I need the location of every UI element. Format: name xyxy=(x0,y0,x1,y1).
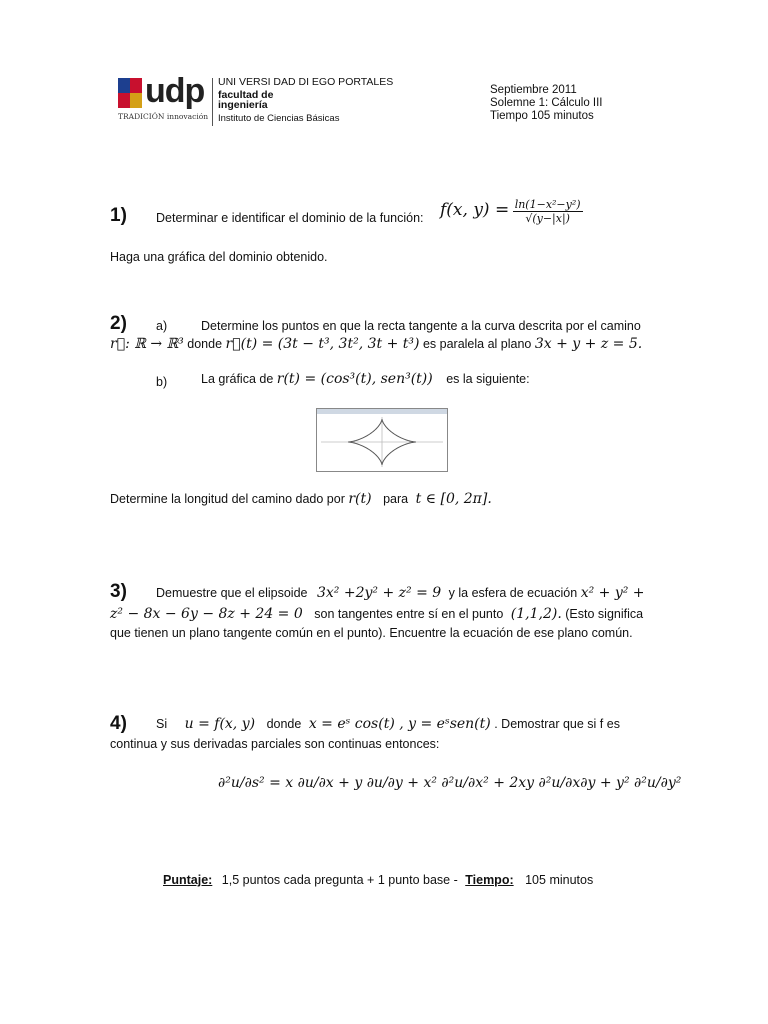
footer-line xyxy=(163,873,593,887)
q2b-siguiente: es la siguiente: xyxy=(446,372,530,386)
q2a-plane: 3x + y + z = 5. xyxy=(534,336,643,352)
q2b-line xyxy=(201,371,530,387)
faculty-line2: ingeniería xyxy=(218,99,268,111)
q3-line1 xyxy=(156,585,645,601)
q4-number: 4) xyxy=(110,713,127,734)
q4-si: Si xyxy=(156,717,168,731)
q2-length-line xyxy=(110,491,492,507)
q3-ellipsoid: 3x² +2y² + z² = 9 xyxy=(316,585,442,601)
q4-equation: ∂²u/∂s² = x ∂u/∂x + y ∂u/∂y + x² ∂²u/∂x² + 2xy ∂²u/∂x∂y + y² ∂²u/∂y² xyxy=(218,775,682,791)
q1-number: 1) xyxy=(110,205,127,226)
puntaje-text: 1,5 puntos cada pregunta + 1 punto base - xyxy=(221,873,458,887)
q2a-map: r⃗: ℝ → ℝ³ xyxy=(110,336,184,352)
exam-title: Solemne 1: Cálculo III xyxy=(490,97,603,109)
q3-line2 xyxy=(110,606,643,622)
university-name: UNI VERSI DAD DI EGO PORTALES xyxy=(218,76,394,88)
university-shield-icon xyxy=(118,78,142,108)
q2b-text: La gráfica de xyxy=(201,372,274,386)
exam-date: Septiembre 2011 xyxy=(490,84,577,96)
udp-logo xyxy=(118,72,214,126)
tiempo-label: Tiempo: xyxy=(465,873,514,887)
q1-formula-denominator: √(y−|x|) xyxy=(525,212,570,225)
logo-tagline: TRADICIÓN innovación xyxy=(118,112,209,121)
q2a-donde: donde xyxy=(187,337,223,351)
q1-formula-lhs: f(x, y) = xyxy=(440,199,510,220)
q3-sphere-a: x² + y² + xyxy=(580,585,645,601)
q2a-label: a) xyxy=(156,319,168,333)
q3-sphere-b: z² − 8x − 6y − 8z + 24 = 0 xyxy=(110,606,303,622)
q3-line1-b: y la esfera de ecuación xyxy=(448,586,578,600)
q4-substitutions: x = eˢ cos(t) , y = eˢsen(t) xyxy=(308,716,491,732)
q4-line1 xyxy=(156,716,620,732)
q3-line2-end: (Esto significa xyxy=(565,607,644,621)
q2-length-r: r(t) xyxy=(348,491,372,507)
q2a-curve: r⃗(t) = (3t − t³, 3t², 3t + t³) xyxy=(225,336,420,352)
astroid-plot xyxy=(317,409,447,471)
q4-line1-end: . Demostrar que si f es xyxy=(494,717,620,731)
q3-number: 3) xyxy=(110,581,127,602)
q1-followup: Haga una gráfica del dominio obtenido. xyxy=(110,250,328,264)
q4-line2: continua y sus derivadas parciales son continuas entonces: xyxy=(110,737,440,751)
q2-number: 2) xyxy=(110,313,127,334)
logo-wordmark: udp xyxy=(145,72,205,110)
institute-name: Instituto de Ciencias Básicas xyxy=(218,113,340,124)
q2a-line2 xyxy=(110,336,642,352)
q2a-text: Determine los puntos en que la recta tangente a la curva descrita por el camino xyxy=(201,319,641,333)
header-divider xyxy=(212,78,213,126)
faculty-line1: facultad de xyxy=(218,89,274,101)
q2b-label: b) xyxy=(156,375,168,389)
q1-formula-numerator: ln(1−x²−y²) xyxy=(514,198,581,211)
q1-formula xyxy=(440,198,583,225)
q4-u-def: u = f(x, y) xyxy=(184,716,256,732)
q2b-curve: r(t) = (cos³(t), sen³(t)) xyxy=(276,371,433,387)
graph-toolbar xyxy=(317,409,447,414)
astroid-graph xyxy=(316,408,448,472)
q4-donde: donde xyxy=(266,717,302,731)
puntaje-label: Puntaje: xyxy=(163,873,213,887)
q3-line3: que tienen un plano tangente común en el punto). Encuentre la ecuación de ese plano común. xyxy=(110,626,633,640)
q2-length-interval: t ∈ [0, 2π]. xyxy=(415,491,492,507)
exam-time: Tiempo 105 minutos xyxy=(490,110,594,122)
q3-line1-a: Demuestre que el elipsoide xyxy=(156,586,308,600)
q3-point: (1,1,2). xyxy=(510,606,562,622)
q2a-paralela: es paralela al plano xyxy=(422,337,532,351)
q2-length-para: para xyxy=(383,492,409,506)
q3-line2-text: son tangentes entre sí en el punto xyxy=(314,607,504,621)
tiempo-text: 105 minutos xyxy=(525,873,594,887)
q2-length-text: Determine la longitud del camino dado por xyxy=(110,492,345,506)
q1-text: Determinar e identificar el dominio de la función: xyxy=(156,211,424,225)
